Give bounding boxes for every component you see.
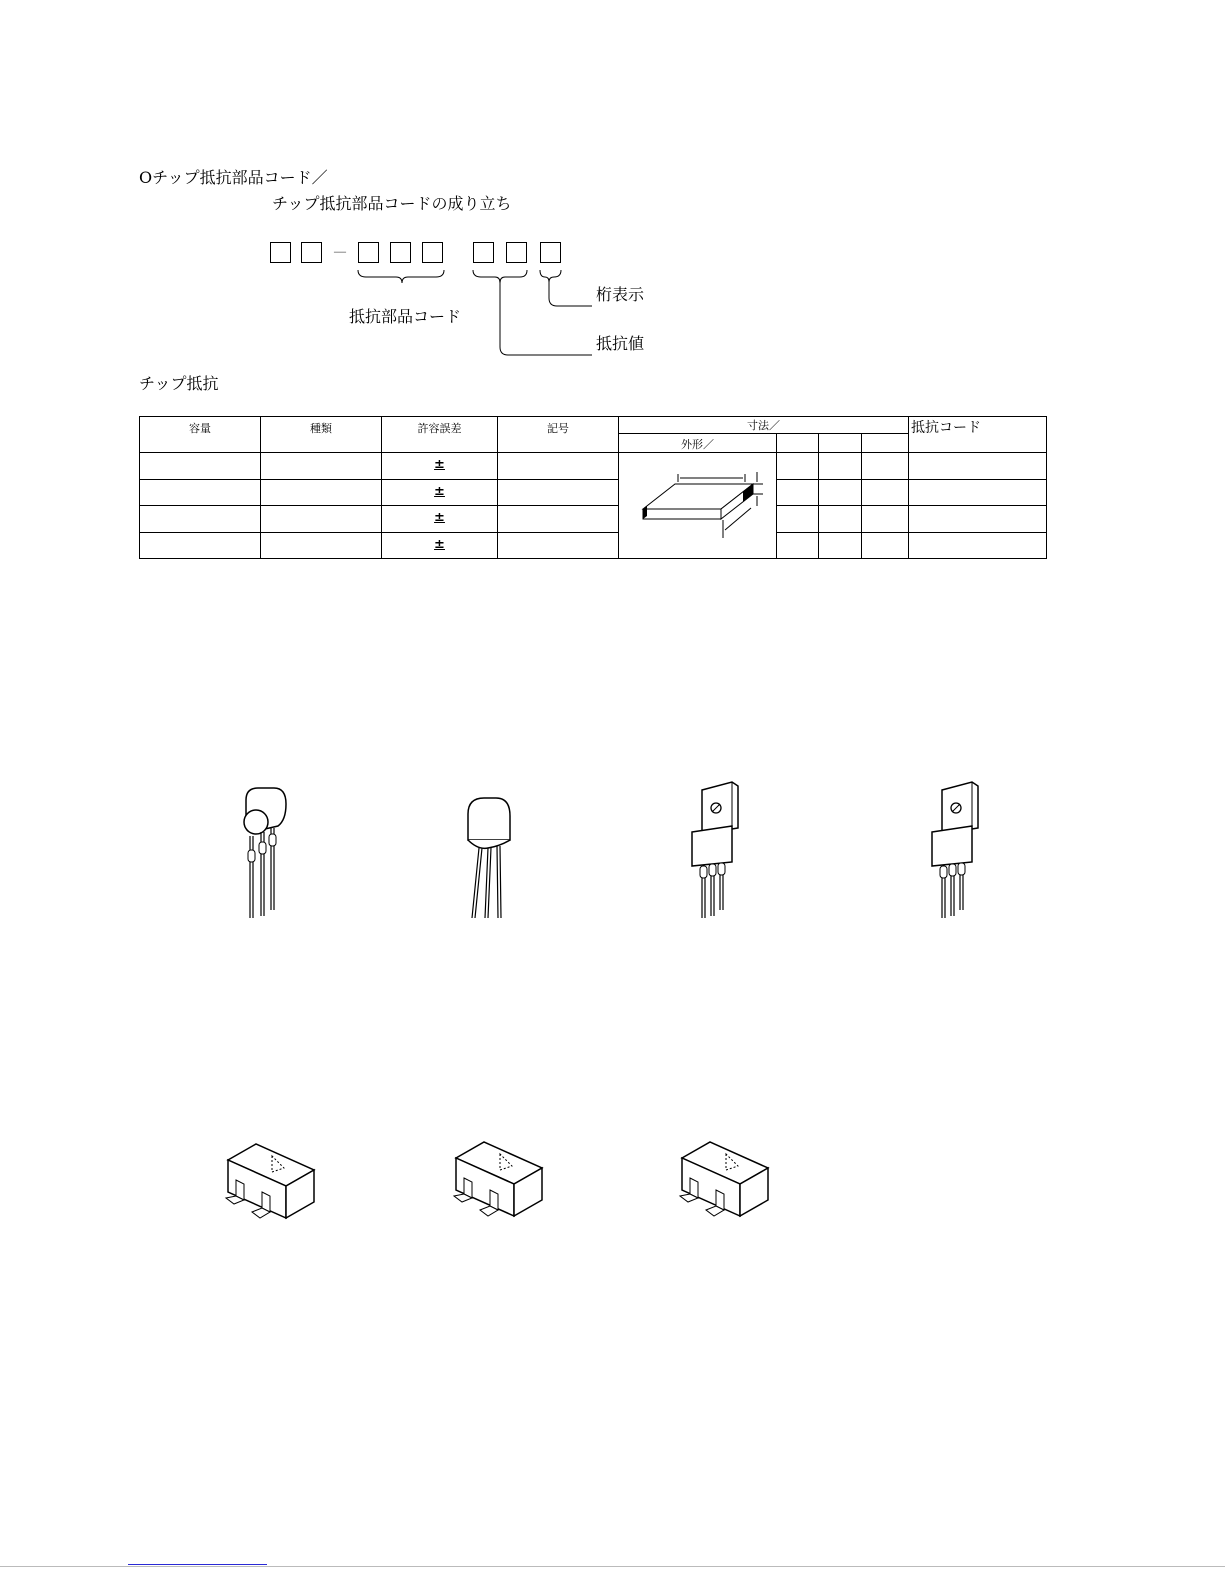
- tolerance-value: ±: [434, 484, 445, 499]
- chip-resistor-table: [139, 416, 1047, 559]
- footer-link-underline: [128, 1564, 267, 1565]
- sot23-chip-icon: [222, 1140, 322, 1225]
- to220-transistor-icon: [688, 780, 748, 925]
- header-capacity: 容量: [140, 417, 261, 453]
- tolerance-value: ±: [434, 457, 445, 472]
- footer-divider: [0, 1566, 1225, 1567]
- header-outline: 外形／: [619, 434, 777, 453]
- tolerance-value: ±: [434, 510, 445, 525]
- dim-col-3: [862, 434, 909, 453]
- sot23-chip-icon: [450, 1138, 550, 1223]
- table-row: [140, 533, 1047, 559]
- code-separator: －: [332, 243, 349, 262]
- dim-col-1: [777, 434, 819, 453]
- to92-transistor-icon: [238, 782, 298, 922]
- label-digit-display: 桁表示: [596, 285, 645, 304]
- header-tolerance: 許容誤差: [382, 417, 498, 453]
- table-row: [140, 453, 1047, 480]
- header-resistor-code: 抵抗コード: [909, 417, 1047, 453]
- table-row: [140, 506, 1047, 533]
- outline-cell: [619, 453, 777, 559]
- header-symbol: 記号: [498, 417, 619, 453]
- table-title: チップ抵抗: [139, 374, 219, 393]
- label-resistor-part-code: 抵抗部品コード: [349, 307, 462, 326]
- chip-resistor-outline-icon: [633, 464, 763, 544]
- header-type: 種類: [261, 417, 382, 453]
- code-structure-heading: チップ抵抗部品コードの成り立ち: [272, 194, 512, 213]
- section-title: Oチップ抵抗部品コード／: [139, 168, 328, 187]
- sot23-chip-icon: [676, 1138, 776, 1223]
- dim-col-2: [819, 434, 862, 453]
- to92-transistor-icon: [462, 790, 522, 925]
- header-dimensions: 寸法／: [619, 417, 909, 434]
- label-resistance-value: 抵抗値: [596, 334, 645, 353]
- to220-transistor-icon: [928, 780, 988, 925]
- tolerance-value: ±: [434, 537, 445, 552]
- table-row: [140, 480, 1047, 506]
